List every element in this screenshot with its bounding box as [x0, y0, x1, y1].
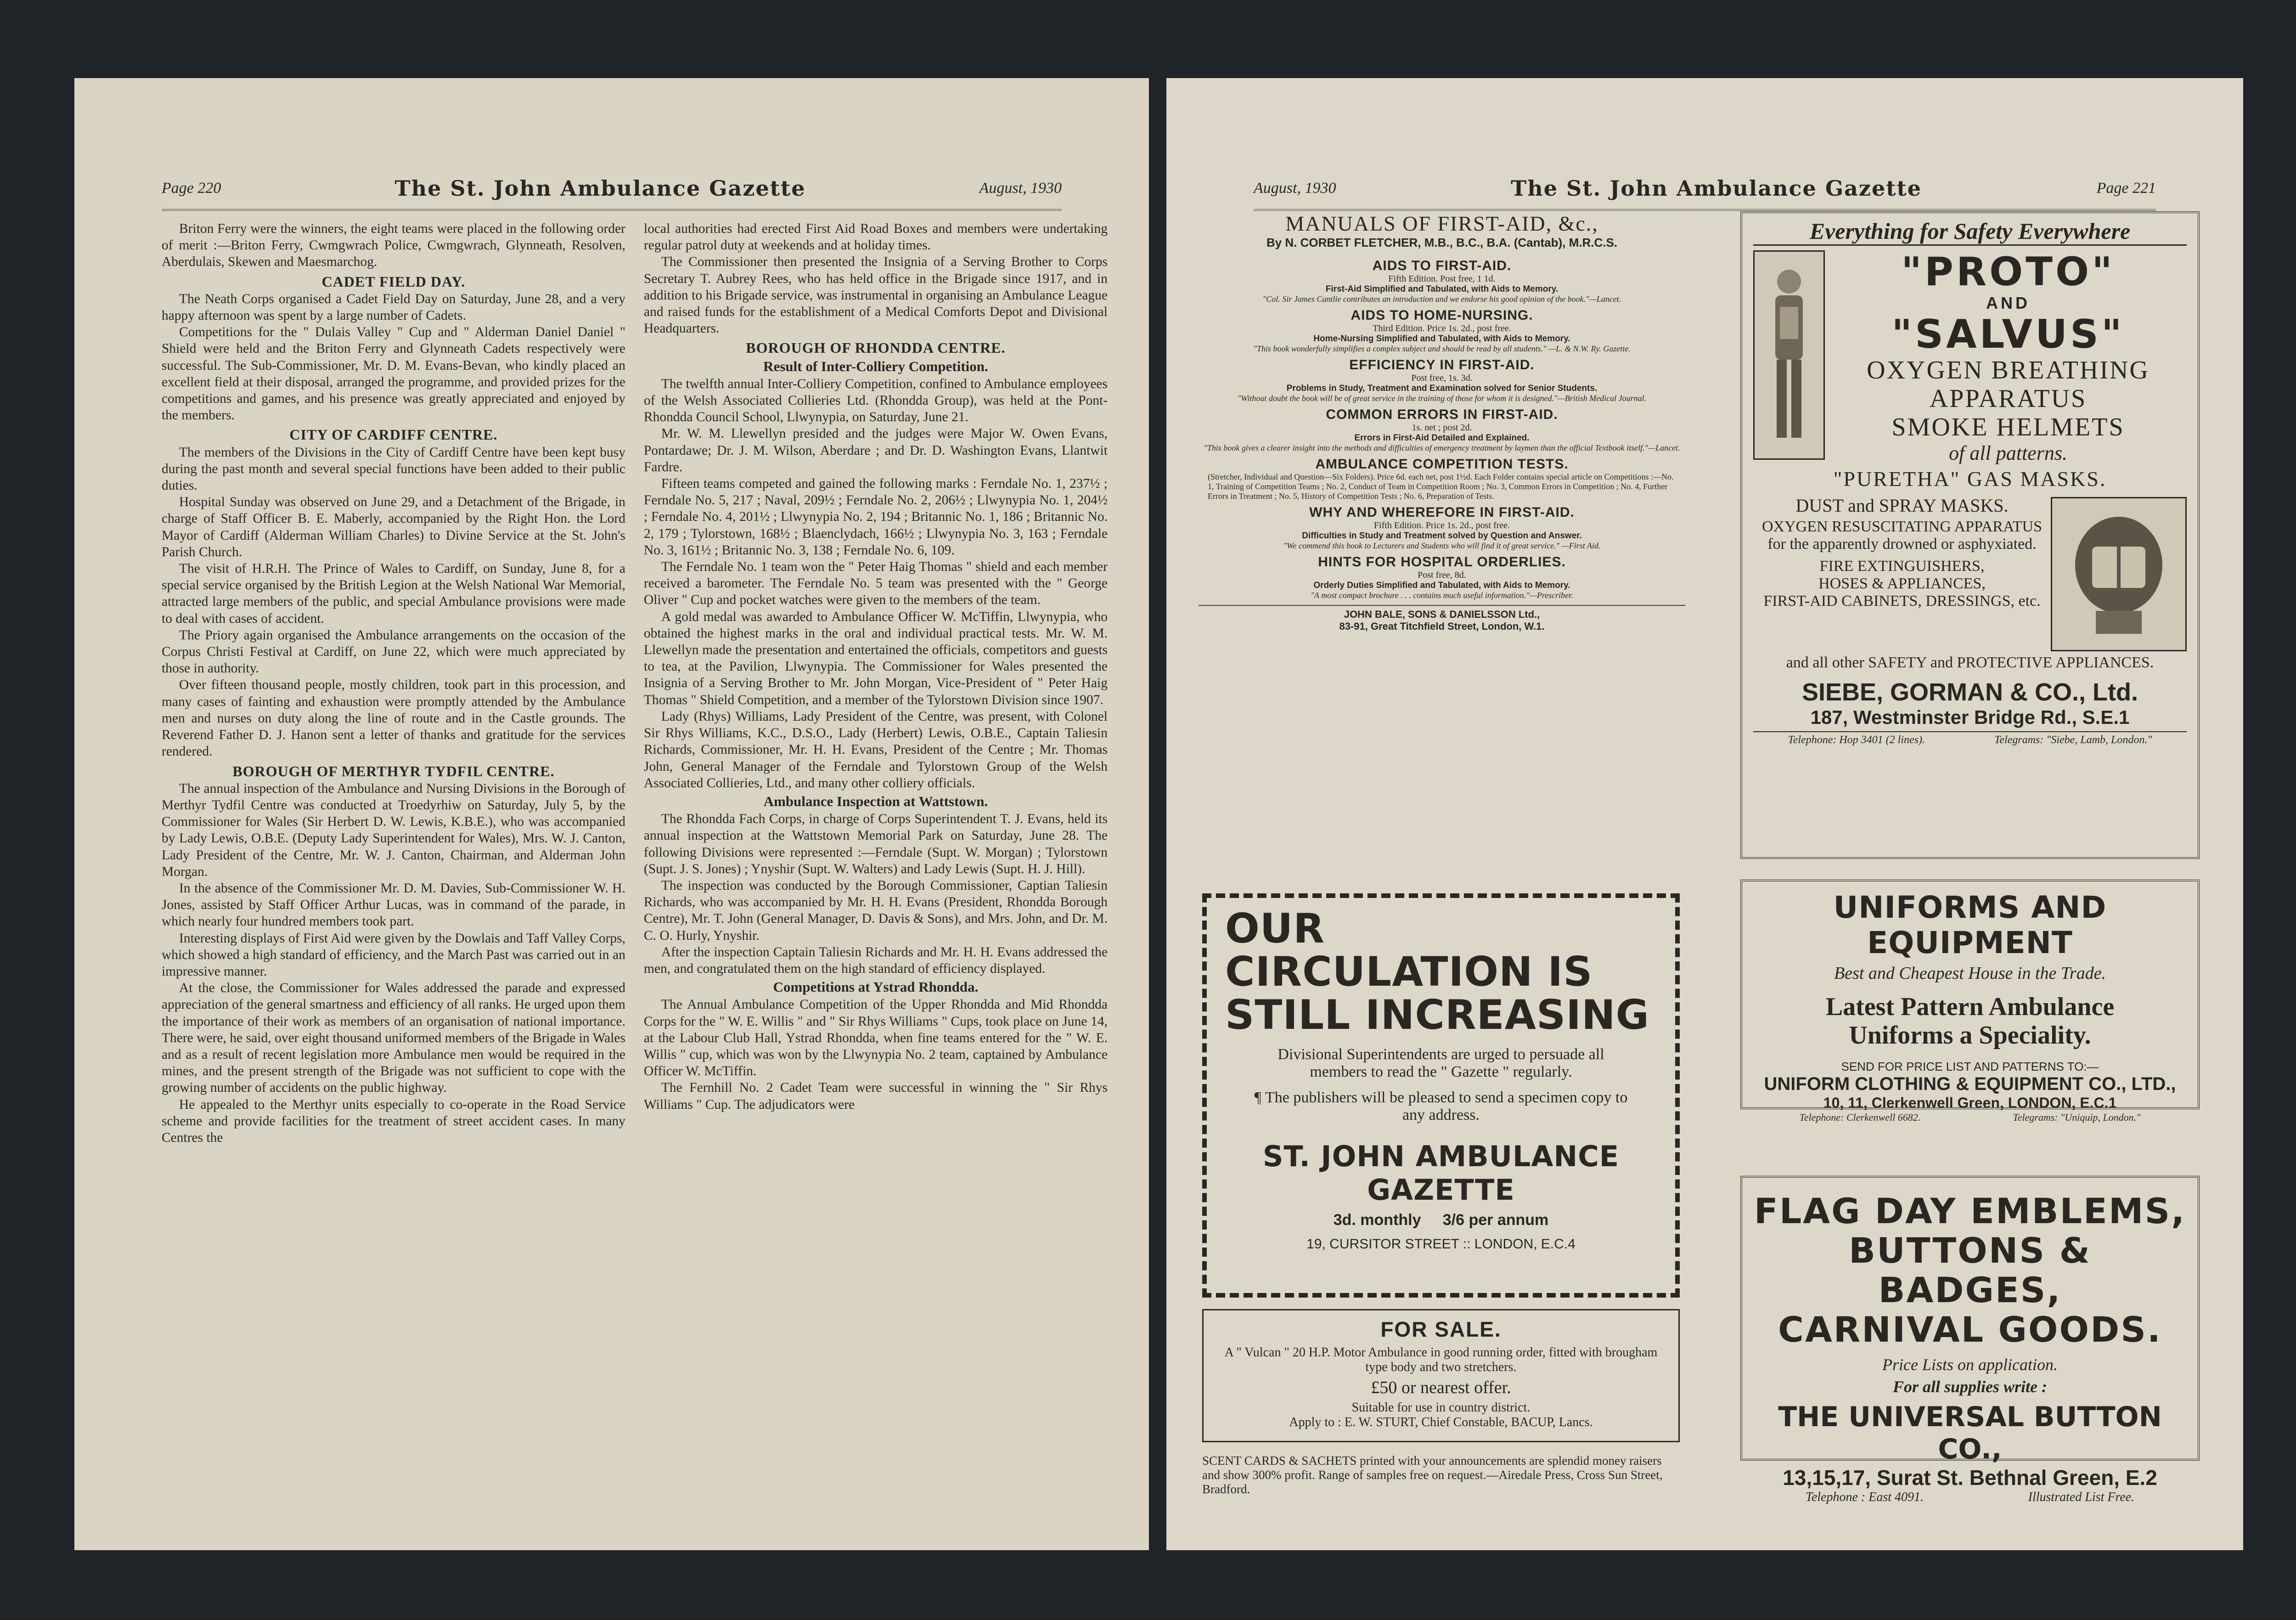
salvus-brand: "SALVUS" — [1891, 311, 2125, 357]
manual-description: First-Aid Simplified and Tabulated, with Aids to Memory. — [1325, 284, 1559, 294]
proto-line-2: APPARATUS — [1929, 384, 2087, 413]
proto-line-4: of all patterns. — [1949, 442, 2067, 464]
section-subheading: Competitions at Ystrad Rhondda. — [773, 979, 979, 995]
proto-line-7: OXYGEN RESUSCITATING APPARATUS for the apparently drowned or asphyxiated. — [1761, 518, 2042, 553]
gazette-name: ST. JOHN AMBULANCE GAZETTE — [1262, 1140, 1620, 1207]
section-heading: CADET FIELD DAY. — [321, 273, 466, 290]
page-number: Page 221 — [2096, 180, 2156, 197]
manual-entry — [1199, 505, 1685, 551]
publisher-address: 83-91, Great Titchfield Street, London, W.1. — [1339, 621, 1545, 632]
uniforms-send: SEND FOR PRICE LIST AND PATTERNS TO:— — [1841, 1060, 2099, 1073]
manual-description: Home-Nursing Simplified and Tabulated, with Aids to Memory. — [1313, 334, 1570, 344]
left-running-head — [162, 168, 1062, 211]
circulation-advert — [1202, 893, 1680, 1298]
circulation-headline — [1225, 907, 1657, 1037]
article-paragraph: In the absence of the Commissioner Mr. D. M. Davies, Sub-Commissioner W. H. Jones, assisted by Staff Officer Arthur Lucas, was in command of the parade, in which nearly four hundred members took part. — [162, 881, 625, 929]
article-paragraph: The Annual Ambulance Competition of the Upper Rhondda and Mid Rhondda Corps for the " W. E. Willis " and " Sir Rhys Williams " Cups, took place on June 14, at the Labour Club Hall, Ystrad Rhondda, when fine teams entered for the " W. E. Willis " cup, which was won by the Llwynypia No. 2 team, captained by Ambulance Officer W. McTiffin. — [644, 997, 1108, 1079]
siebe-gorman-contacts — [1753, 731, 2187, 746]
article-column-2 — [644, 220, 1108, 1113]
manual-title: AIDS TO HOME-NURSING. — [1351, 308, 1533, 323]
article-paragraph: Hospital Sunday was observed on June 29, and a Detachment of the Brigade, in charge of Staff Officer B. E. Maberly, accompanied by the Right Hon. the Lord Mayor of Cardiff (Alderman William Charles) to Divine Service at the St. John's Parish Church. — [162, 495, 625, 559]
issue-date: August, 1930 — [1254, 180, 1336, 197]
flag-line-2: BUTTONS & BADGES, — [1849, 1230, 2091, 1310]
helmet-icon — [2064, 510, 2174, 638]
manual-edition: Post free, 1s. 3d. — [1411, 373, 1473, 383]
manuals-title: MANUALS OF FIRST-AID, &c., — [1285, 212, 1598, 235]
manual-edition: Post free, 8d. — [1418, 570, 1466, 580]
manual-title: AMBULANCE COMPETITION TESTS. — [1315, 457, 1569, 472]
article-paragraph: Lady (Rhys) Williams, Lady President of the Centre, was present, with Colonel Sir Rhys Williams, K.C., D.S.O., Lady (Herbert) Lewis, O.B.E., Captain Taliesin Richards, Commissioner, Mr. H. H. Evans, President of the Centre ; Mr. Thomas John, General Manager of the Ferndale and Tylorstown Group of the Welsh Associated Collieries, Ltd., and many other colliery officials. — [644, 709, 1108, 790]
manual-entry — [1199, 258, 1685, 304]
proto-line-5: "PURETHA" GAS MASKS. — [1833, 467, 2107, 491]
proto-line-3: SMOKE HELMETS — [1891, 413, 2125, 441]
article-paragraph: The Neath Corps organised a Cadet Field Day on Saturday, June 28, and a very happy afternoon was spent by a large number of Cadets. — [162, 291, 625, 323]
manual-entry — [1199, 308, 1685, 354]
for-sale-apply: Apply to : E. W. STURT, Chief Constable, BACUP, Lancs. — [1289, 1415, 1593, 1429]
manual-review: "This book gives a clearer insight into the methods and difficulties of emergency treatment by laymen than the official Textbook itself."—Lancet. — [1204, 443, 1680, 452]
manual-details: (Stretcher, Individual and Question—Six Folders). Price 6d. each net, post 1½d. Each Folder contains special article on Competitions :—No. 1, Training of Competition Teams ; No. 2, Conduct of Team in Competition Room ; No. 3, Common Errors in Competition ; No. 4, Further Errors in Treatment ; No. 5, History of Competition Tests ; No. 6, Preparation of Tests. — [1208, 472, 1674, 501]
manual-review: "This book wonderfully simplifies a complex subject and should be read by all students." —L. & N.W. Ry. Gazette. — [1253, 344, 1631, 353]
for-sale-body: A " Vulcan " 20 H.P. Motor Ambulance in good running order, fitted with brougham type body and two stretchers. — [1224, 1345, 1658, 1374]
article-paragraph: The visit of H.R.H. The Prince of Wales to Cardiff, on Sunday, June 8, for a special service organised by the British Legion at the Welsh National War Memorial, attracted large members of the public, and special Ambulance provisions were made to deal with cases of accident. — [162, 561, 625, 626]
article-paragraph: Over fifteen thousand people, mostly children, took part in this procession, and many cases of fainting and exhaustion were promptly attended by the Ambulance men and nurses on duty along the line of route and in the Castle grounds. The Reverend Father D. J. Hanon sent a letter of thanks and gratitude for the services rendered. — [162, 677, 625, 759]
right-running-head — [1254, 168, 2156, 211]
siebe-gorman-name: SIEBE, GORMAN & CO., Ltd. — [1801, 678, 2138, 706]
gazette-title: The St. John Ambulance Gazette — [1511, 176, 1922, 201]
scent-cards-notice: SCENT CARDS & SACHETS printed with your announcements are splendid money raisers and show 300% profit. Range of samples free on request.—Airedale Press, Cross Sun Street, Bradford. — [1202, 1454, 1663, 1496]
manual-entry — [1199, 407, 1685, 453]
article-paragraph: Fifteen teams competed and gained the following marks : Ferndale No. 1, 237½ ; Ferndale No. 5, 217 ; Naval, 209½ ; Ferndale No. 2, 206½ ; Llwynypia No. 1, 204½ ; Ferndale No. 4, 201½ ; Llwynypia No. 2, 194 ; Britannic No. 1, 186 ; Britannic No. 2, 179 ; Tylorstown, 168½ ; Blaenclydach, 166½ ; Llwynypia No. 3, 163 ; Ferndale No. 3, 161½ ; Britannic No. 3, 138 ; Ferndale No. 6, 109. — [644, 476, 1108, 558]
section-subheading: Result of Inter-Colliery Competition. — [763, 358, 988, 374]
manual-description: Orderly Duties Simplified and Tabulated, with Aids to Memory. — [1313, 581, 1570, 590]
manual-description: Difficulties in Study and Treatment solved by Question and Answer. — [1302, 531, 1582, 541]
article-paragraph: The inspection was conducted by the Borough Commissioner, Captian Taliesin Richards, who was accompanied by Mr. H. H. Evans (President, Rhondda Borough Centre), Mr. T. John (General Manager, D. Davis & Sons), and Mrs. John, and Dr. M. C. O. Hurly, Ynyshir. — [644, 878, 1108, 943]
article-paragraph: After the inspection Captain Taliesin Richards and Mr. H. H. Evans addressed the men, and congratulated them on the high standard of efficiency displayed. — [644, 944, 1108, 976]
proto-brand: "PROTO" — [1901, 249, 2115, 295]
proto-salvus-advert — [1740, 211, 2200, 859]
manual-title: WHY AND WHEREFORE IN FIRST-AID. — [1309, 505, 1575, 520]
manual-entry — [1199, 357, 1685, 403]
article-paragraph: The Priory again organised the Ambulance arrangements on the occasion of the Corpus Christi Festival at Cardiff, on June 22, which were much appreciated by those in authority. — [162, 627, 625, 676]
headline-line-3: STILL INCREASING — [1225, 991, 1649, 1039]
manual-edition: Fifth Edition. Post free, 1 1d. — [1388, 274, 1496, 284]
left-page — [74, 78, 1149, 1550]
article-paragraph: Mr. W. M. Llewellyn presided and the judges were Major W. Owen Evans, Pontardawe; Dr. J. M. Wilson, Aberdare ; and Dr. D. Washington Evans, Llantwit Fardre. — [644, 426, 1108, 474]
flag-write: For all supplies write : — [1892, 1377, 2048, 1396]
flag-contacts — [1753, 1490, 2187, 1505]
for-sale-advert — [1202, 1309, 1680, 1442]
right-page — [1166, 78, 2243, 1550]
headline-line-2: CIRCULATION IS — [1225, 948, 1593, 995]
section-heading: BOROUGH OF MERTHYR TYDFIL CENTRE. — [232, 762, 555, 779]
for-sale-title: FOR SALE. — [1380, 1317, 1502, 1341]
gazette-title: The St. John Ambulance Gazette — [394, 176, 806, 201]
manuals-list — [1199, 258, 1685, 600]
gazette-address: 19, CURSITOR STREET :: LONDON, E.C.4 — [1306, 1236, 1576, 1252]
article-paragraph: The Rhondda Fach Corps, in charge of Corps Superintendent T. J. Evans, held its annual inspection at the Wattstown Memorial Park on Saturday, June 28. The following Divisions were represented :—Ferndale (Supt. W. Morgan) ; Tylorstown (Supt. J. S. Jones) ; Ynyshir (Supt. W. Walters) and Lady Lewis (Supt. H. J. Hill). — [644, 812, 1108, 876]
article-paragraph: At the close, the Commissioner for Wales addressed the parade and expressed appreciation of the general smartness and efficiency of all ranks. He urged upon them the importance of their work as members of an organisation of national importance. There were, he said, over eight thousand uniformed members of the Brigade in Wales and as a result of recent legislation more Ambulance men would be required in the mines, and the present strength of the Brigade was not sufficient to cope with the growing number of accidents on the public highway. — [162, 981, 625, 1095]
manual-review: "Without doubt the book will be of great service in the training of those for whom it is designed."—British Medical Journal. — [1237, 394, 1647, 403]
proto-line-10: FIRST-AID CABINETS, DRESSINGS, etc. — [1763, 593, 2041, 610]
circulation-text-2: ¶ The publishers will be pleased to send a specimen copy to any address. — [1254, 1089, 1628, 1123]
uniforms-title: UNIFORMS AND EQUIPMENT — [1833, 890, 2107, 960]
person-icon — [1764, 263, 1814, 447]
manual-edition: Third Edition. Price 1s. 2d., post free. — [1373, 323, 1511, 333]
proto-and: AND — [1986, 294, 2030, 312]
manual-entry — [1199, 457, 1685, 501]
manual-title: AIDS TO FIRST-AID. — [1372, 258, 1512, 273]
issue-date: August, 1930 — [979, 180, 1062, 197]
manual-edition: 1s. net ; post 2d. — [1412, 423, 1472, 433]
manual-review: "A most compact brochure . . . contains much useful information."—Prescriber. — [1311, 591, 1573, 600]
manual-title: COMMON ERRORS IN FIRST-AID. — [1326, 407, 1558, 422]
uniforms-telegrams: Telegrams: "Uniquip, London." — [2013, 1112, 2141, 1123]
article-paragraph: Competitions for the " Dulais Valley " Cup and " Alderman Daniel Daniel " Shield were held and the Briton Ferry and Glynneath Cadets respectively were successful. The Sub-Commissioner, Mr. D. M. Evans-Bevan, who kindly placed an excellent field at their disposal, arranged the programme, and provided prizes for the competitions and games, and his presence was greatly appreciated and enjoyed by the members. — [162, 325, 625, 423]
siebe-gorman-address: 187, Westminster Bridge Rd., S.E.1 — [1810, 706, 2130, 728]
manual-title: EFFICIENCY IN FIRST-AID. — [1349, 357, 1535, 373]
article-paragraph: He appealed to the Merthyr units especially to co-operate in the Road Service scheme and provide facilities for the treatment of street accident cases. In many Centres the — [162, 1097, 625, 1145]
flag-illustrated-list: Illustrated List Free. — [2028, 1490, 2135, 1504]
article-paragraph: The annual inspection of the Ambulance and Nursing Divisions in the Borough of Merthyr Tydfil Centre was conducted at Troedyrhiw on Saturday, July 5, by the Commissioner for Wales (Sir Herbert D. W. Lewis, K.B.E.), who was accompanied by Lady Lewis, O.B.E. (Deputy Lady Superintendent for Wales), Mrs. W. J. Canton, Lady President of the Centre, Mr. W. J. Canton, Chairman, and Alderman John Morgan. — [162, 781, 625, 879]
proto-line-6: DUST and SPRAY MASKS. — [1795, 495, 2009, 516]
flag-company: THE UNIVERSAL BUTTON CO., — [1778, 1401, 2162, 1465]
siebe-telephone: Telephone: Hop 3401 (2 lines). — [1788, 734, 1925, 746]
section-subheading: Ambulance Inspection at Wattstown. — [763, 793, 988, 809]
uniforms-tagline: Best and Cheapest House in the Trade. — [1834, 964, 2106, 983]
article-paragraph: The members of the Divisions in the City of Cardiff Centre have been kept busy during the past month and several special functions have been added to their public duties. — [162, 445, 625, 493]
proto-line-9: HOSES & APPLIANCES, — [1818, 575, 1986, 592]
proto-line-1: OXYGEN BREATHING — [1867, 356, 2150, 384]
flag-price-lists: Price Lists on application. — [1882, 1355, 2058, 1374]
page-number: Page 220 — [162, 180, 221, 197]
publisher-name: JOHN BALE, SONS & DANIELSSON Ltd., — [1344, 609, 1540, 620]
manual-entry — [1199, 554, 1685, 600]
flag-address: 13,15,17, Surat St. Bethnal Green, E.2 — [1783, 1466, 2157, 1490]
siebe-telegrams: Telegrams: "Siebe, Lamb, London." — [1994, 734, 2152, 746]
breathing-apparatus-illustration — [1753, 250, 1825, 460]
subscription-price: 3d. monthly 3/6 per annum — [1333, 1211, 1549, 1229]
circulation-text-1: Divisional Superintendents are urged to persuade all members to read the " Gazette " regularly. — [1277, 1046, 1604, 1080]
manual-title: HINTS FOR HOSPITAL ORDERLIES. — [1318, 554, 1566, 570]
manual-description: Errors in First-Aid Detailed and Explained. — [1354, 433, 1530, 443]
uniforms-company: UNIFORM CLOTHING & EQUIPMENT CO., LTD., — [1764, 1074, 2176, 1094]
manuals-publisher — [1199, 605, 1685, 632]
article-paragraph: The twelfth annual Inter-Colliery Competition, confined to Ambulance employees of the Welsh Associated Collieries Ltd. (Rhondda Group), was held at the Pont-Rhondda Council School, Llwynypia, on Saturday, June 21. — [644, 376, 1108, 425]
flag-line-3: CARNIVAL GOODS. — [1778, 1309, 2162, 1350]
article-paragraph: The Fernhill No. 2 Cadet Team were successful in winning the " Sir Rhys Williams " Cup. The adjudicators were — [644, 1080, 1108, 1112]
flag-line-1: FLAG DAY EMBLEMS, — [1754, 1191, 2186, 1231]
uniforms-line-2: Uniforms a Speciality. — [1849, 1021, 2091, 1050]
article-column-1 — [162, 220, 625, 1146]
manual-review: "We commend this book to Lecturers and Students who will find it of great service." —First Aid. — [1283, 541, 1601, 550]
manuals-advert — [1199, 211, 1685, 632]
proto-slogan: Everything for Safety Everywhere — [1753, 218, 2187, 246]
proto-line-11: and all other SAFETY and PROTECTIVE APPLIANCES. — [1786, 654, 2154, 671]
proto-line-8: FIRE EXTINGUISHERS, — [1819, 558, 1985, 575]
uniforms-address: 10, 11, Clerkenwell Green, LONDON, E.C.1 — [1823, 1095, 2117, 1111]
article-paragraph: The Ferndale No. 1 team won the " Peter Haig Thomas " shield and each member received a barometer. The Ferndale No. 5 team was presented with the " George Oliver " Cup and pocket watches were given to the members of the team. — [644, 559, 1108, 608]
uniforms-line-1: Latest Pattern Ambulance — [1825, 993, 2115, 1021]
flag-day-advert — [1740, 1176, 2200, 1504]
flag-day-title — [1753, 1191, 2187, 1349]
manual-description: Problems in Study, Treatment and Examination solved for Senior Students. — [1286, 384, 1598, 393]
article-paragraph: Interesting displays of First Aid were given by the Dowlais and Taff Valley Corps, which showed a high standard of efficiency, and the March Past was carried out in an impressive manner. — [162, 931, 625, 979]
article-paragraph: Briton Ferry were the winners, the eight teams were placed in the following order of merit :—Briton Ferry, Cwmgwrach Police, Cwmgwrach, Glynneath, Resolven, Aberdulais, Skewen and Maesmarchog. — [162, 221, 625, 270]
uniforms-advert — [1740, 880, 2200, 1123]
article-paragraph: local authorities had erected First Aid Road Boxes and members were undertaking regular patrol duty at weekends and at holiday times. — [644, 221, 1108, 253]
uniforms-telephone: Telephone: Clerkenwell 6682. — [1799, 1112, 1921, 1123]
headline-line-1: OUR — [1225, 905, 1325, 952]
section-heading: CITY OF CARDIFF CENTRE. — [289, 426, 498, 443]
manuals-author: By N. CORBET FLETCHER, M.B., B.C., B.A. (Cantab), M.R.C.S. — [1266, 236, 1618, 249]
manual-edition: Fifth Edition. Price 1s. 2d., post free. — [1373, 520, 1510, 531]
section-heading: BOROUGH OF RHONDDA CENTRE. — [746, 339, 1006, 356]
manual-review: "Col. Sir James Cantlie contributes an introduction and we endorse his good opinion of the book."—Lancet. — [1262, 294, 1621, 304]
article-paragraph: A gold medal was awarded to Ambulance Officer W. McTiffin, Llwynypia, who obtained the highest marks in the oral and individual practical tests. Mr. W. M. Llewellyn made the presentation and entertained the officials, competitors and guests to tea, at the Pavilion, Llwynypia. The Commissioner for Wales presented the Insignia of a Serving Brother to Mr. John Morgan, Vice-President of " Peter Haig Thomas " Shield Competition, and a member of the Tylorstown Division since 1907. — [644, 609, 1108, 707]
for-sale-note: Suitable for use in country district. — [1351, 1400, 1531, 1415]
smoke-helmet-illustration — [2051, 497, 2187, 651]
article-paragraph: The Commissioner then presented the Insignia of a Serving Brother to Corps Secretary T. Aubrey Rees, who has held office in the Brigade since 1917, and in addition to his Brigade service, was instrumental in organising an Ambulance League and raised funds for the establishment of a Medical Comforts Depot and Divisional Headquarters. — [644, 254, 1108, 336]
uniforms-contacts — [1753, 1112, 2187, 1123]
flag-telephone: Telephone : East 4091. — [1805, 1490, 1924, 1504]
for-sale-price: £50 or nearest offer. — [1371, 1378, 1511, 1397]
